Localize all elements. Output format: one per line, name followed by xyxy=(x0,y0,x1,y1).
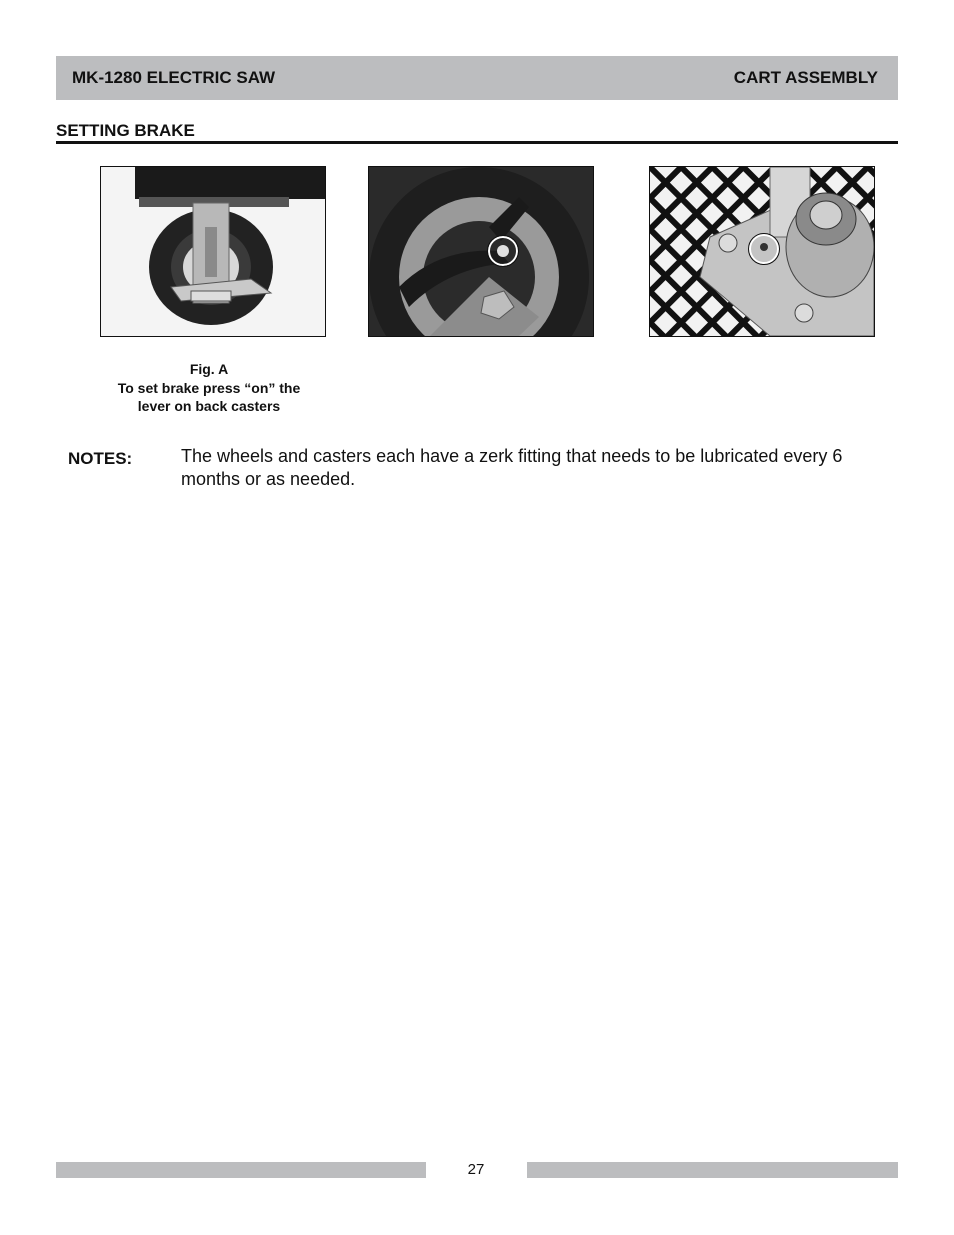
caster-zerk-fitting-photo xyxy=(649,166,875,337)
footer-bar-right xyxy=(527,1162,898,1178)
figure-caption xyxy=(100,360,318,416)
header-bar xyxy=(56,56,898,100)
figure-caption-line: lever on back casters xyxy=(137,398,281,414)
notes-text: The wheels and casters each have a zerk fitting that needs to be lubricated every 6 months or as needed. xyxy=(181,446,843,489)
figure-label: Fig. A xyxy=(189,361,229,377)
caster-brake-photo xyxy=(100,166,326,337)
notes-label: NOTES: xyxy=(68,449,133,468)
chapter-title: CART ASSEMBLY xyxy=(733,68,878,87)
page-number: 27 xyxy=(467,1161,485,1178)
manual-title: MK-1280 ELECTRIC SAW xyxy=(72,68,276,87)
footer-bar-left xyxy=(56,1162,426,1178)
figure-caption-line: To set brake press “on” the xyxy=(117,379,301,396)
wheel-zerk-fitting-photo xyxy=(368,166,594,337)
section-title: SETTING BRAKE xyxy=(56,121,195,140)
section-divider xyxy=(56,141,898,144)
